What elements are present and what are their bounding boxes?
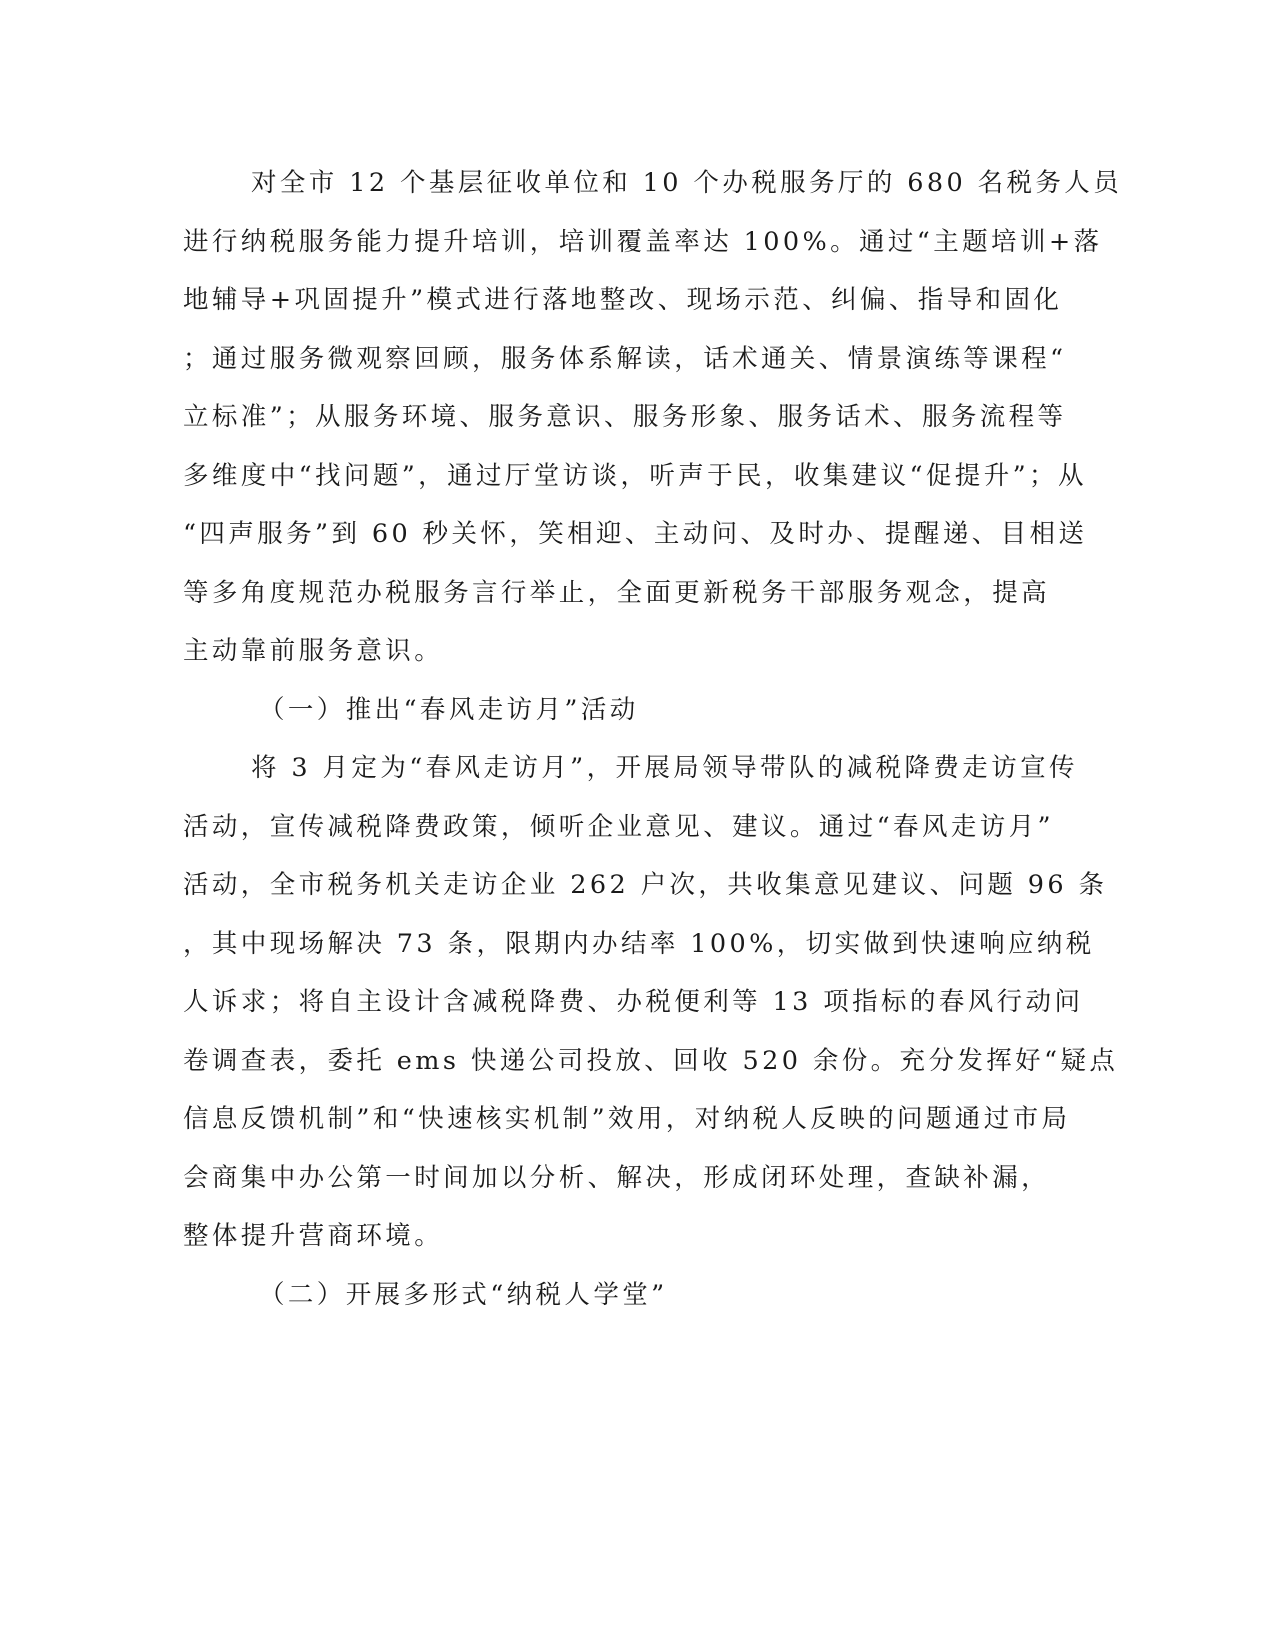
paragraph-2-line-2: 活动，宣传减税降费政策，倾听企业意见、建议。通过“春风走访月” <box>183 811 1054 842</box>
paragraph-1-line-1: 对全市 12 个基层征收单位和 10 个办税服务厅的 680 名税务人员 <box>251 168 1123 198</box>
paragraph-1-line-6: 多维度中“找问题”，通过厅堂访谈，听声于民，收集建议“促提升”；从 <box>183 460 1087 491</box>
section-heading-1: （一）推出“春风走访月”活动 <box>259 694 639 725</box>
paragraph-1-line-8: 等多角度规范办税服务言行举止，全面更新税务干部服务观念，提高 <box>183 577 1051 608</box>
paragraph-1-line-9: 主动靠前服务意识。 <box>183 636 444 666</box>
paragraph-1-line-3: 地辅导+巩固提升”模式进行落地整改、现场示范、纠偏、指导和固化 <box>183 285 1063 315</box>
paragraph-2-line-3: 活动，全市税务机关走访企业 262 户次，共收集意见建议、问题 96 条 <box>183 870 1108 900</box>
paragraph-1-line-2: 进行纳税服务能力提升培训，培训覆盖率达 100%。通过“主题培训+落 <box>183 226 1103 257</box>
paragraph-1-line-4: ；通过服务微观察回顾，服务体系解读，话术通关、情景演练等课程“ <box>183 343 1067 374</box>
paragraph-2-line-9: 整体提升营商环境。 <box>183 1221 444 1251</box>
paragraph-2-line-5: 人诉求；将自主设计含减税降费、办税便利等 13 项指标的春风行动问 <box>183 987 1084 1017</box>
paragraph-1-line-5: 立标准”；从服务环境、服务意识、服务形象、服务话术、服务流程等 <box>183 402 1067 432</box>
section-heading-2: （二）开展多形式“纳税人学堂” <box>259 1279 668 1310</box>
paragraph-2-line-7: 信息反馈机制”和“快速核实机制”效用，对纳税人反映的问题通过市局 <box>183 1104 1071 1134</box>
document-body <box>183 154 1123 1324</box>
paragraph-1-line-7: “四声服务”到 60 秒关怀，笑相迎、主动问、及时办、提醒递、目相送 <box>183 519 1088 549</box>
paragraph-2-line-8: 会商集中办公第一时间加以分析、解决，形成闭环处理，查缺补漏， <box>183 1162 1051 1193</box>
paragraph-2-line-6: 卷调查表，委托 ems 快递公司投放、回收 520 余份。充分发挥好“疑点 <box>183 1045 1119 1076</box>
paragraph-2-line-1: 将 3 月定为“春风走访月”，开展局领导带队的减税降费走访宣传 <box>251 753 1078 783</box>
paragraph-2-line-4: ，其中现场解决 73 条，限期内办结率 100%，切实做到快速响应纳税 <box>183 928 1095 959</box>
